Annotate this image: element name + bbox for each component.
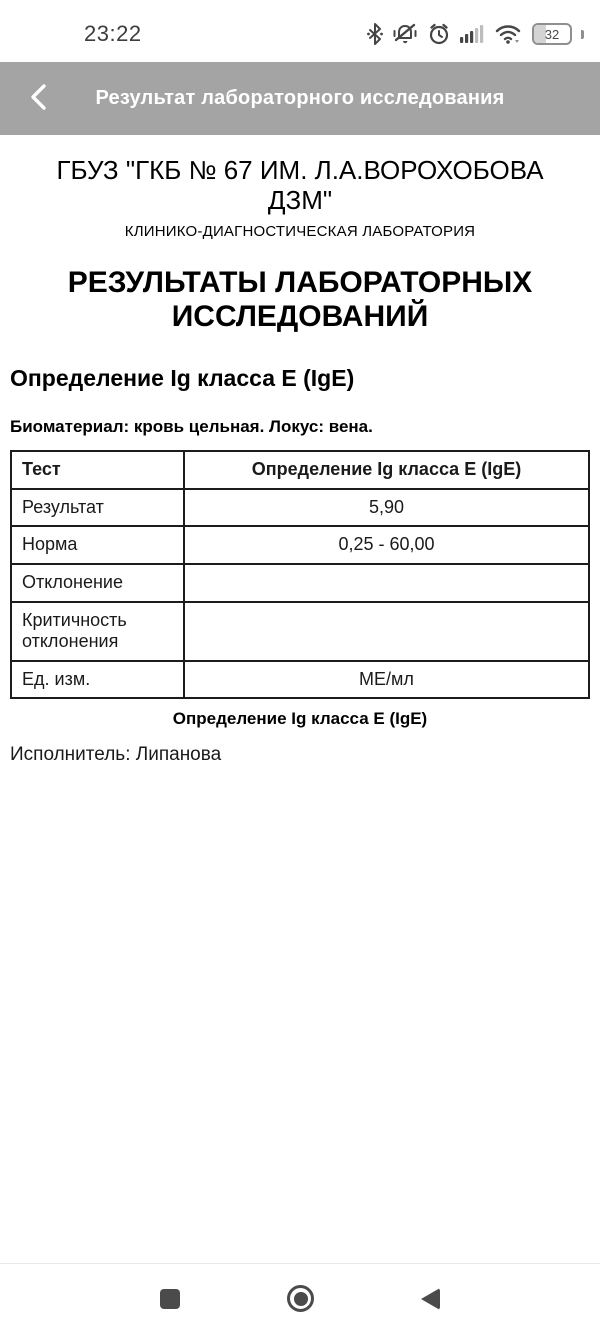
back-button[interactable] (14, 62, 62, 135)
row-label: Результат (11, 489, 184, 527)
row-value (184, 602, 589, 661)
page-title: Результат лабораторного исследования (95, 87, 505, 109)
row-value: 0,25 - 60,00 (184, 526, 589, 564)
status-icons (367, 22, 584, 46)
table-row (11, 602, 589, 661)
table-row (11, 489, 589, 527)
chevron-left-icon (30, 83, 47, 114)
row-value: МЕ/мл (184, 661, 589, 699)
battery-nub (581, 30, 584, 39)
status-bar (0, 0, 600, 62)
home-icon (287, 1285, 314, 1312)
signal-icon (460, 22, 486, 46)
organization-name: ГБУЗ "ГКБ № 67 ИМ. Л.А.ВОРОХОБОВА ДЗМ" (56, 155, 544, 216)
table-row (11, 526, 589, 564)
table-header-row (11, 451, 589, 489)
header-cell-test-name: Определение Ig класса E (IgE) (184, 451, 589, 489)
header-cell-test: Тест (11, 451, 184, 489)
home-button[interactable] (281, 1279, 320, 1318)
laboratory-name: КЛИНИКО-ДИАГНОСТИЧЕСКАЯ ЛАБОРАТОРИЯ (124, 222, 476, 240)
executor-line: Исполнитель: Липанова (10, 744, 222, 766)
test-heading: Определение Ig класса E (IgE) (10, 365, 355, 392)
row-label: Отклонение (11, 564, 184, 602)
row-value: 5,90 (184, 489, 589, 527)
recents-icon (160, 1289, 180, 1309)
table-row (11, 661, 589, 699)
back-nav-button[interactable] (415, 1282, 446, 1316)
clock: 23:22 (84, 21, 142, 46)
row-label: Ед. изм. (11, 661, 184, 699)
lab-result-document (0, 135, 600, 766)
bluetooth-icon (367, 22, 383, 46)
app-header (0, 62, 600, 135)
mute-vibrate-icon (392, 22, 418, 46)
table-row (11, 564, 589, 602)
android-nav-bar (0, 1263, 600, 1333)
row-label: Критичность отклонения (11, 602, 184, 661)
row-value (184, 564, 589, 602)
back-triangle-icon (421, 1288, 440, 1310)
results-table (10, 450, 590, 699)
recents-button[interactable] (154, 1283, 186, 1315)
battery-icon (532, 23, 572, 45)
alarm-icon (427, 22, 451, 46)
biomaterial-line: Биоматериал: кровь цельная. Локус: вена. (10, 417, 373, 437)
wifi-icon (495, 22, 523, 46)
document-title: РЕЗУЛЬТАТЫ ЛАБОРАТОРНЫХ ИССЛЕДОВАНИЙ (67, 265, 533, 333)
battery-percent: 32 (544, 26, 560, 42)
table-caption: Определение Ig класса E (IgE) (172, 709, 428, 729)
row-label: Норма (11, 526, 184, 564)
